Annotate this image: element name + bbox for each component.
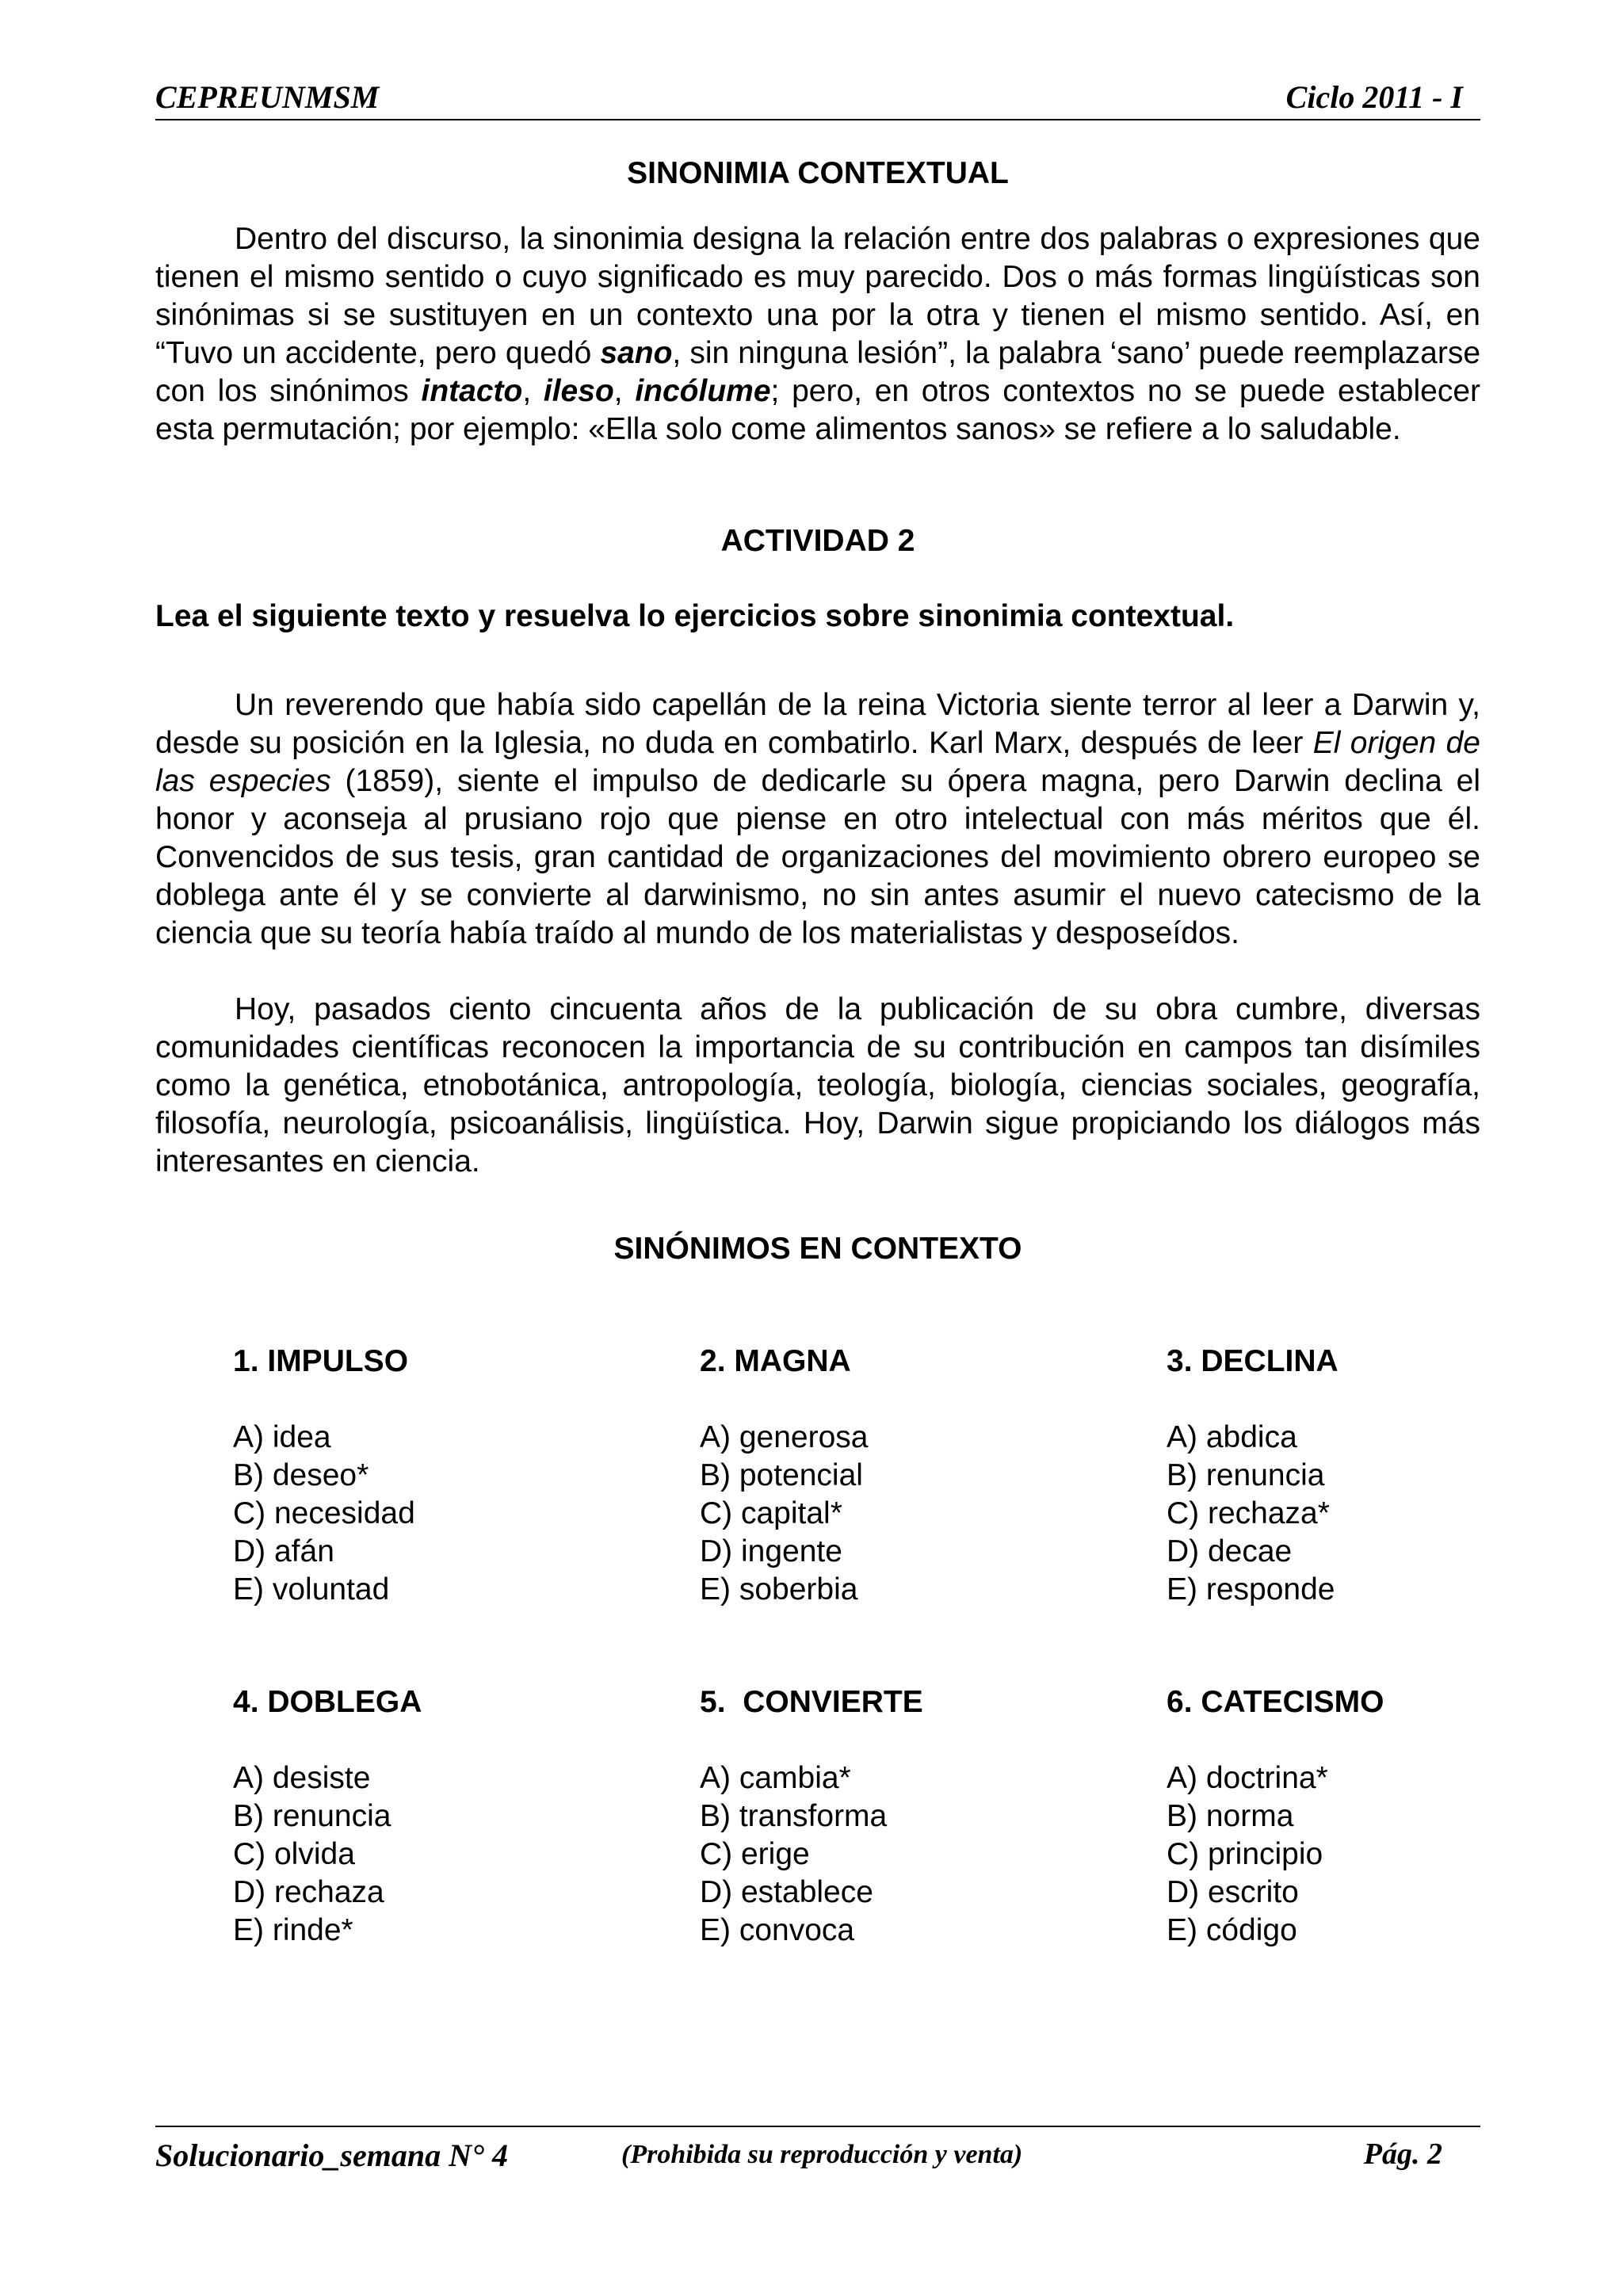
word-ileso: ileso [543, 374, 614, 408]
question-heading: 4. DOBLEGA [233, 1685, 422, 1719]
option-d: D) establece [700, 1875, 873, 1909]
header-institution: CEPREUNMSM [155, 79, 380, 115]
question-5 [700, 1683, 1112, 1950]
question-1 [233, 1343, 645, 1609]
option-a: A) generosa [700, 1420, 869, 1454]
reading-text-1b: (1859), siente el impulso de dedicarle su ópera magna, pero Darwin declina el honor y aconseja al prusiano rojo que piense en otro intelectual con más méritos que él. Convencidos de sus tesis, gran cantidad de organizaciones del movimiento obrero europeo se doblega ante él y se convierte al darwinismo, no sin antes asumir el nuevo catecismo de la ciencia que su teoría había traído al mundo de los materialistas y desposeídos. [155, 764, 1480, 950]
option-a: A) cambia* [700, 1761, 851, 1795]
option-e: E) soberbia [700, 1572, 858, 1606]
option-e: E) responde [1167, 1572, 1335, 1606]
word-incolume: incólume [635, 374, 771, 408]
option-e: E) convoca [700, 1913, 855, 1947]
question-3 [1167, 1343, 1579, 1609]
separator: , [522, 374, 544, 408]
option-e: E) voluntad [233, 1572, 390, 1606]
option-a: A) desiste [233, 1761, 371, 1795]
footer-notice: (Prohibida su reproducción y venta) [621, 2140, 1023, 2169]
option-b: B) deseo* [233, 1458, 369, 1492]
reading-paragraph-2: Hoy, pasados ciento cincuenta años de la publicación de su obra cumbre, diversas comunidades científicas reconocen la importancia de su contribución en campos tan disímiles como la genética, etnobotánica, antropología, teología, biología, ciencias sociales, geografía, filosofía, neurología, psicoanálisis, lingüística. Hoy, Darwin sigue propiciando los diálogos más interesantes en ciencia. [155, 992, 1480, 1179]
option-c: C) principio [1167, 1837, 1323, 1871]
option-e: E) código [1167, 1913, 1297, 1947]
option-b: B) transforma [700, 1799, 888, 1833]
option-d: D) ingente [700, 1534, 842, 1568]
option-d: D) decae [1167, 1534, 1293, 1568]
definition-text-2: , sin ninguna lesión”, la palabra ‘sano’ puede reemplazarse con los sinónimos [155, 336, 1481, 408]
option-c: C) necesidad [233, 1496, 415, 1530]
header-cycle: Ciclo 2011 - I [1285, 79, 1463, 115]
option-c: C) capital* [700, 1496, 842, 1530]
option-e: E) rinde* [233, 1913, 353, 1947]
page-header [155, 76, 1480, 120]
option-c: C) erige [700, 1837, 810, 1871]
option-d: D) escrito [1167, 1875, 1299, 1909]
option-d: D) rechaza [233, 1875, 384, 1909]
reading-paragraph-1 [155, 686, 1480, 953]
option-b: B) renuncia [1167, 1458, 1325, 1492]
book-title: El origen de las especies [155, 726, 1480, 798]
option-a: A) doctrina* [1167, 1761, 1328, 1795]
page-footer [155, 2126, 1480, 2175]
option-c: C) rechaza* [1167, 1496, 1330, 1530]
question-heading: 1. IMPULSO [233, 1344, 409, 1378]
question-heading: 3. DECLINA [1167, 1344, 1338, 1378]
activity-title: ACTIVIDAD 2 [720, 524, 915, 558]
section-title-sinonimia: SINONIMIA CONTEXTUAL [627, 156, 1009, 190]
synonyms-title: SINÓNIMOS EN CONTEXTO [613, 1232, 1022, 1266]
question-6 [1167, 1683, 1579, 1950]
activity-instruction: Lea el siguiente texto y resuelva lo ejercicios sobre sinonimia contextual. [155, 599, 1235, 633]
option-b: B) potencial [700, 1458, 863, 1492]
reading-text-1a: Un reverendo que había sido capellán de la reina Victoria siente terror al leer a Darwin y, desde su posición en la Iglesia, no duda en combatirlo. Karl Marx, después de leer [155, 688, 1480, 760]
option-a: A) abdica [1167, 1420, 1297, 1454]
option-b: B) renuncia [233, 1799, 391, 1833]
option-d: D) afán [233, 1534, 334, 1568]
question-2 [700, 1343, 1112, 1609]
footer-page-number: Pág. 2 [1363, 2137, 1442, 2171]
question-heading: 2. MAGNA [700, 1344, 851, 1378]
option-a: A) idea [233, 1420, 331, 1454]
question-heading: 6. CATECISMO [1167, 1685, 1384, 1719]
definition-text-1: Dentro del discurso, la sinonimia designa la relación entre dos palabras o expresiones que tienen el mismo sentido o cuyo significado es muy parecido. Dos o más formas lingüísticas son sinónimas si se sustituyen en un contexto una por la otra y tienen el mismo sentido. Así, en “Tuvo un accidente, pero quedó [155, 222, 1480, 370]
separator: , [613, 374, 636, 408]
question-heading: 5. CONVIERTE [700, 1685, 923, 1719]
definition-text-3: ; pero, en otros contextos no se puede establecer esta permutación; por ejemplo: «Ella solo come alimentos sanos» se refiere a lo saludable. [155, 374, 1480, 446]
option-b: B) norma [1167, 1799, 1294, 1833]
option-c: C) olvida [233, 1837, 355, 1871]
word-sano: sano [600, 336, 673, 370]
word-intacto: intacto [421, 374, 523, 408]
question-4 [233, 1683, 645, 1950]
definition-paragraph [155, 220, 1480, 449]
footer-solucionario: Solucionario_semana N° 4 [155, 2137, 508, 2173]
